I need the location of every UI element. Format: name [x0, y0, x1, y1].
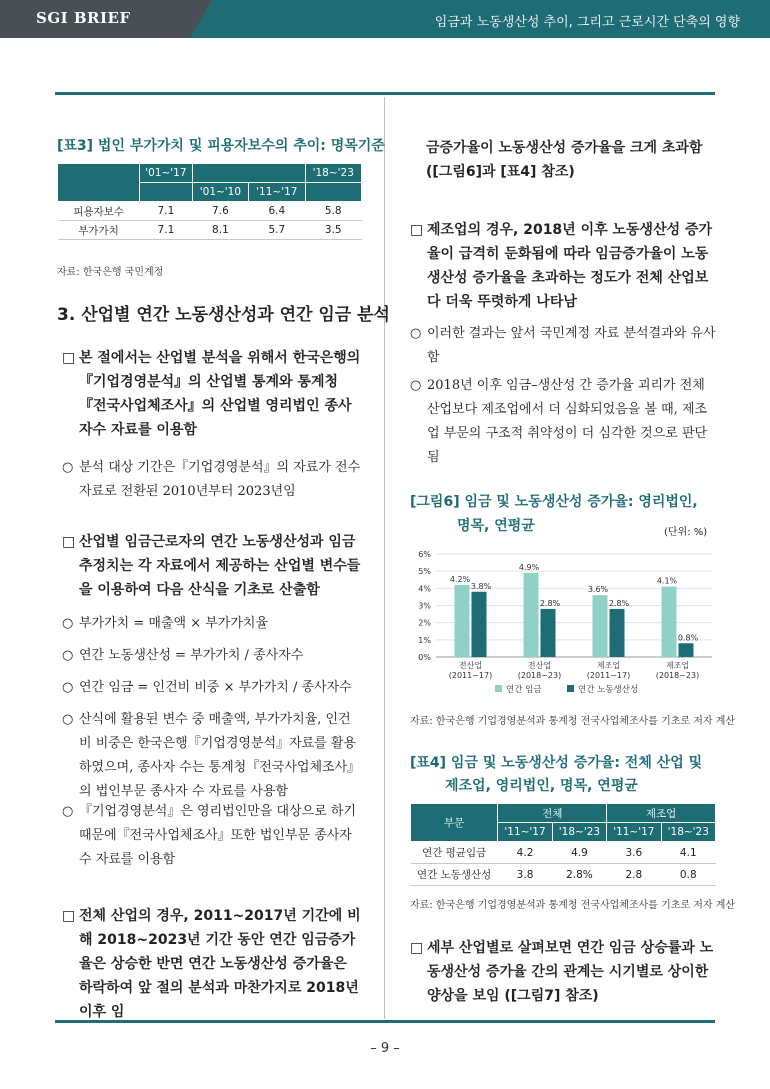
- x-tick-label: (2018~23): [517, 671, 562, 680]
- bar: [610, 609, 625, 657]
- square-bullet-icon: □: [62, 908, 76, 924]
- table-row: 피용자보수 7.1 7.6 6.4 5.8: [58, 202, 362, 221]
- square-bullet-icon: □: [410, 222, 424, 238]
- table3-head-18-23: '18~'23: [305, 164, 361, 183]
- table-row: 부가가치 7.1 8.1 5.7 3.5: [58, 221, 362, 240]
- paragraph: □ 본 절에서는 산업별 분석을 위해서 한국은행의 『기업경영분석』의 산업별 통계와 통계청 『전국사업체조사』의 산업별 영리법인 종사자수 자료를 이용함: [62, 346, 362, 442]
- y-tick-label: 4%: [418, 584, 431, 594]
- table3-corner: [58, 164, 140, 202]
- figure6-source: 자료: 한국은행 기업경영분석과 통계청 전국사업체조사를 기초로 저자 계산: [410, 716, 736, 727]
- paragraph: ○ 산식에 활용된 변수 중 매출액, 부가가치율, 인건비 비중은 한국은행『기업경영분석』자료를 활용하였으며, 종사자 수는 통계청『전국사업체조사』의 법인부문 종사자 수 자료를 사용함: [62, 708, 362, 804]
- bottom-rule: [55, 1020, 715, 1023]
- table3-source: 자료: 한국은행 국민계정: [57, 267, 164, 278]
- paragraph: ○ 이러한 결과는 앞서 국민계정 자료 분석결과와 유사함: [410, 322, 716, 370]
- figure6-caption-line2: 명목, 연평균: [457, 518, 535, 534]
- data-label: 4.2%: [449, 574, 471, 584]
- circle-bullet-icon: ○: [62, 460, 74, 475]
- data-label: 4.1%: [656, 576, 678, 586]
- table-row: 연간 평균임금 4.2 4.9 3.6 4.1: [411, 842, 716, 864]
- column-divider: [384, 97, 385, 1019]
- paragraph: ○ 연간 노동생산성 = 부가가치 / 종사자수: [62, 644, 362, 668]
- table3-head-blank: [192, 164, 305, 183]
- x-tick-label: (2011~17): [448, 671, 493, 680]
- data-label: 3.8%: [470, 581, 492, 591]
- paragraph: ○ 연간 임금 = 인건비 비중 × 부가가치 / 종사자수: [62, 676, 362, 700]
- header-bar: [0, 0, 770, 38]
- table3-head-01-17: '01~'17: [140, 164, 193, 183]
- table3: [57, 163, 362, 240]
- table3-head-11-17: '11~'17: [249, 183, 305, 202]
- legend-swatch: [495, 685, 502, 692]
- legend-label: 연간 임금: [506, 685, 542, 695]
- table3-head-blank3: [305, 183, 361, 202]
- table4-head-mfg: 제조업: [607, 804, 716, 823]
- data-label: 2.8%: [608, 598, 630, 608]
- bar: [662, 587, 677, 657]
- y-tick-label: 0%: [418, 653, 431, 662]
- circle-bullet-icon: ○: [62, 680, 74, 695]
- square-bullet-icon: □: [62, 534, 76, 550]
- paragraph: 금증가율이 노동생산성 증가율을 크게 초과함 ([그림6]과 [표4] 참조): [426, 140, 703, 180]
- top-rule: [55, 92, 715, 95]
- table3-head-01-10: '01~'10: [192, 183, 248, 202]
- circle-bullet-icon: ○: [62, 648, 74, 663]
- x-tick-label: 제조업: [596, 661, 621, 670]
- table3-caption: [표3] 법인 부가가치 및 피용자보수의 추이: 명목기준: [57, 138, 385, 154]
- circle-bullet-icon: ○: [410, 326, 422, 341]
- table4-head-p2: '18~'23: [552, 823, 606, 842]
- x-tick-label: (2011~17): [586, 671, 631, 680]
- table-row: 연간 노동생산성 3.8 2.8% 2.8 0.8: [411, 864, 716, 886]
- paragraph: □ 제조업의 경우, 2018년 이후 노동생산성 증가율이 급격히 둔화됨에 따라 임금증가율이 노동생산성 증가율을 초과하는 정도가 전체 산업보다 더욱 뚜렷하게 나타남: [410, 218, 716, 314]
- bar: [541, 609, 556, 657]
- bar: [679, 643, 694, 657]
- circle-bullet-icon: ○: [410, 378, 422, 393]
- circle-bullet-icon: ○: [62, 804, 74, 819]
- table4-head-p4: '18~'23: [661, 823, 715, 842]
- paragraph: ○ 2018년 이후 임금–생산성 간 증가율 괴리가 전체 산업보다 제조업에서 더 심화되었음을 볼 때, 제조업 부문의 구조적 취약성이 더 심각한 것으로 판단됨: [410, 374, 716, 470]
- paragraph: ○ 『기업경영분석』은 영리법인만을 대상으로 하기 때문에『전국사업체조사』또한 법인부문 종사자 수 자료를 이용함: [62, 800, 362, 872]
- circle-bullet-icon: ○: [62, 616, 74, 631]
- data-label: 3.6%: [587, 585, 609, 595]
- table4: [410, 803, 716, 886]
- y-tick-label: 3%: [418, 601, 431, 611]
- figure6-unit: (단위: %): [664, 527, 708, 538]
- bar: [455, 585, 470, 657]
- y-tick-label: 6%: [418, 550, 431, 559]
- table4-head-sector: 부문: [411, 804, 498, 842]
- table4-caption-line1: [표4] 임금 및 노동생산성 증가율: 전체 산업 및: [410, 755, 703, 771]
- square-bullet-icon: □: [62, 350, 76, 366]
- bar: [472, 592, 487, 657]
- data-label: 2.8%: [539, 598, 561, 608]
- paragraph: ○ 부가가치 = 매출액 × 부가가치율: [62, 612, 362, 636]
- paragraph: □ 세부 산업별로 살펴보면 연간 임금 상승률과 노동생산성 증가율 간의 관계는 시기별로 상이한 양상을 보임 ([그림7] 참조): [410, 936, 716, 1008]
- table3-head-blank2: [140, 183, 193, 202]
- x-tick-label: 전산업: [458, 661, 483, 670]
- paragraph: □ 전체 산업의 경우, 2011~2017년 기간에 비해 2018~2023년 기간 동안 연간 임금증가율은 상승한 반면 연간 노동생산성 증가율은 하락하여 앞 절의 분석과 마찬가지로 2018년 이후 임: [62, 904, 362, 1024]
- y-tick-label: 1%: [418, 635, 431, 645]
- table4-caption-line2: 제조업, 영리법인, 명목, 연평균: [445, 778, 638, 794]
- header-title: 임금과 노동생산성 추이, 그리고 근로시간 단축의 영향: [434, 15, 740, 30]
- x-tick-label: (2018~23): [655, 671, 700, 680]
- circle-bullet-icon: ○: [62, 712, 74, 727]
- y-tick-label: 5%: [418, 567, 431, 577]
- paragraph: □ 산업별 임금근로자의 연간 노동생산성과 임금 추정치는 각 자료에서 제공하는 산업별 변수들을 이용하여 다음 산식을 기초로 산출함: [62, 530, 362, 602]
- data-label: 0.8%: [677, 633, 699, 643]
- y-tick-label: 2%: [418, 618, 431, 628]
- bar: [593, 595, 608, 657]
- x-tick-label: 전산업: [527, 661, 552, 670]
- table4-source: 자료: 한국은행 기업경영분석과 통계청 전국사업체조사를 기초로 저자 계산: [410, 900, 736, 911]
- bar: [524, 573, 539, 657]
- data-label: 4.9%: [518, 562, 540, 572]
- brand-name: SGI BRIEF: [36, 9, 131, 27]
- page-number: – 9 –: [370, 1041, 400, 1056]
- table4-head-p1: '11~'17: [498, 823, 552, 842]
- section-title: 3. 산업별 연간 노동생산성과 연간 임금 분석: [57, 305, 390, 325]
- table4-head-all: 전체: [498, 804, 607, 823]
- square-bullet-icon: □: [410, 940, 424, 956]
- figure6-caption-line1: [그림6] 임금 및 노동생산성 증가율: 영리법인,: [410, 494, 698, 510]
- table4-head-p3: '11~'17: [607, 823, 661, 842]
- paragraph: ○ 분석 대상 기간은『기업경영분석』의 자료가 전수자료로 전환된 2010년부터 2023년임: [62, 456, 362, 504]
- legend-swatch: [567, 685, 574, 692]
- x-tick-label: 제조업: [665, 661, 690, 670]
- legend-label: 연간 노동생산성: [578, 685, 639, 695]
- figure6-chart: [410, 544, 716, 704]
